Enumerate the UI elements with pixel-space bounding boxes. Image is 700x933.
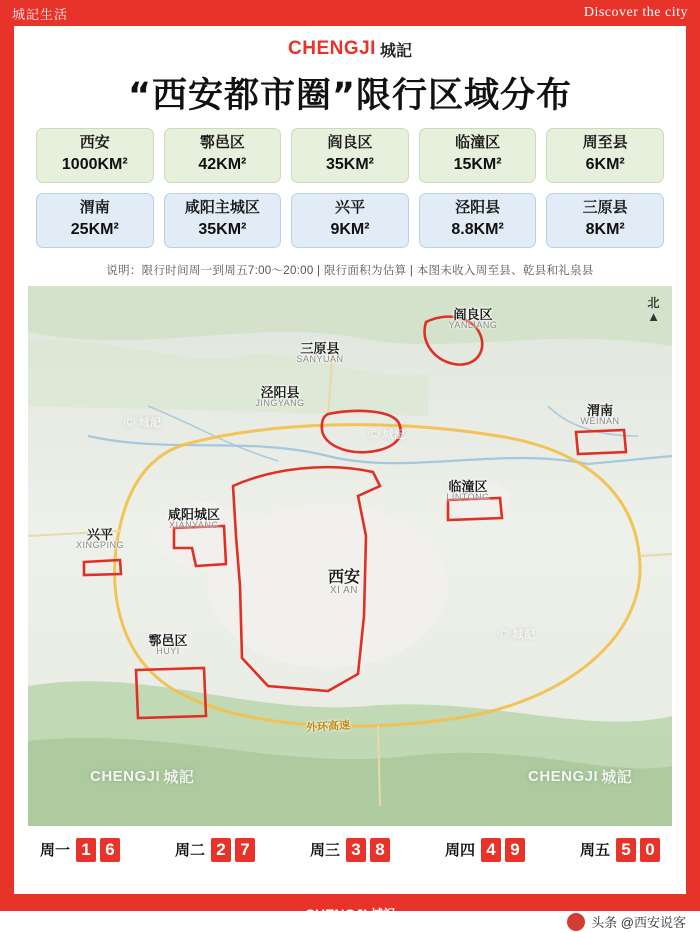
map-label-en: YANLIANG (448, 320, 498, 331)
day-number: 9 (505, 838, 525, 862)
map-watermark-logo (528, 766, 632, 787)
toutiao-credit-text: 头条 @西安说客 (591, 915, 686, 930)
chip-grid-row2 (14, 193, 686, 248)
day-number: 7 (235, 838, 255, 862)
map-label-en: LINTONG (446, 492, 490, 503)
area-chip-name: 渭南 (79, 198, 110, 216)
page-title: “西安都市圈”限行区域分布 (127, 76, 572, 116)
day-label: 周三 (309, 842, 340, 859)
watermark-latin: CHENGJI (528, 767, 599, 785)
day-item (445, 838, 525, 862)
day-label: 周五 (579, 842, 610, 859)
map-label-cn: 临潼区 (448, 478, 488, 494)
map-label-en: SANYUAN (296, 354, 344, 365)
area-chip (36, 193, 154, 248)
map-label-cn: 西安 (327, 568, 361, 586)
area-chip-value: 25KM² (70, 220, 119, 238)
brand-chinese: 城記 (379, 42, 412, 60)
watermark-c-icon: © (368, 425, 380, 443)
compass-arrow-icon: ▲ (647, 308, 660, 324)
day-number: 0 (640, 838, 660, 862)
day-restriction-strip (14, 826, 686, 868)
highway-label: 外环高速 (305, 718, 351, 735)
credit-strip (0, 911, 700, 933)
map-label-en: JINGYANG (255, 398, 305, 409)
compass-north-label: 北 (647, 295, 660, 310)
area-chip-value: 8KM² (585, 220, 625, 238)
brand-latin: CHENGJI (288, 38, 376, 59)
watermark-text: 城記 (601, 768, 633, 786)
map-label-en: XI AN (329, 585, 359, 597)
toutiao-credit (567, 912, 686, 931)
area-chip (546, 193, 664, 248)
day-label: 周四 (444, 842, 475, 859)
area-chip (546, 128, 664, 183)
area-chip-value: 35KM² (198, 220, 247, 238)
area-chip (291, 193, 409, 248)
area-chip-name: 西安 (79, 134, 110, 151)
note-text: 说明：限行时间周一到周五7:00～20:00 | 限行面积为估算 | 本图未收入周至县、乾县和礼泉县 (106, 264, 594, 277)
day-item (40, 838, 120, 862)
compass (647, 294, 660, 324)
top-bar (0, 0, 700, 26)
area-chip-name: 泾阳县 (455, 198, 501, 216)
map-label-en: HUYI (156, 646, 180, 657)
area-chip-name: 阎良区 (327, 134, 373, 151)
watermark-text: 城記 (138, 417, 162, 429)
day-numbers (616, 838, 660, 862)
map-label-cn: 咸阳城区 (167, 506, 221, 522)
brand-lockup (14, 26, 686, 64)
day-label: 周二 (174, 842, 205, 859)
day-item (310, 838, 390, 862)
area-chip-value: 9KM² (330, 220, 370, 238)
area-chip-name: 咸阳主城区 (184, 198, 260, 216)
watermark-text: 城記 (512, 629, 536, 641)
area-chip-name: 鄠邑区 (199, 134, 245, 151)
area-chip (291, 128, 409, 183)
day-numbers (211, 838, 255, 862)
map-watermark-logo (90, 766, 194, 787)
map-canvas[interactable] (28, 286, 672, 826)
map-label-cn: 渭南 (586, 402, 613, 418)
map-watermark (498, 626, 536, 643)
area-chip-value: 6KM² (585, 155, 625, 173)
avatar (567, 913, 585, 931)
day-label: 周一 (40, 842, 71, 859)
area-chip-value: 1000KM² (61, 155, 128, 173)
area-chip-name: 兴平 (334, 198, 365, 216)
day-numbers (346, 838, 390, 862)
map-label-cn: 泾阳县 (260, 384, 300, 400)
day-number: 3 (346, 838, 366, 862)
map-watermark (368, 426, 406, 443)
day-item (580, 838, 660, 862)
day-item (175, 838, 255, 862)
map-label-cn: 兴平 (86, 526, 114, 542)
area-chip (164, 193, 282, 248)
area-chip (419, 128, 537, 183)
watermark-c-icon: © (498, 625, 510, 643)
day-numbers (76, 838, 120, 862)
area-chip-value: 35KM² (325, 155, 374, 173)
content-card (14, 26, 686, 894)
top-bar-right-text: Discover the city (583, 5, 688, 20)
day-number: 8 (370, 838, 390, 862)
day-number: 2 (211, 838, 231, 862)
top-bar-left-text: 城記生活 (12, 6, 69, 22)
area-chip-name: 周至县 (582, 134, 628, 151)
day-number: 1 (76, 838, 96, 862)
day-number: 6 (100, 838, 120, 862)
area-chip-name: 三原县 (582, 198, 628, 216)
area-chip-value: 8.8KM² (451, 220, 504, 238)
area-chip (164, 128, 282, 183)
area-chip-value: 42KM² (198, 155, 247, 173)
area-chip (36, 128, 154, 183)
area-chip-name: 临潼区 (455, 134, 501, 151)
watermark-c-icon: © (124, 413, 136, 431)
area-chip-value: 15KM² (453, 155, 502, 173)
chip-grid-row1 (14, 128, 686, 183)
day-number: 4 (481, 838, 501, 862)
map-label-en: XIANYANG (169, 520, 219, 531)
watermark-latin: CHENGJI (90, 767, 161, 785)
map-label-cn: 鄠邑区 (148, 632, 188, 648)
map-label-en: WEINAN (580, 416, 620, 427)
map-label-en: XINGPING (75, 540, 125, 551)
map-watermark (124, 414, 162, 431)
map-label-cn: 阎良区 (453, 306, 493, 322)
day-number: 5 (616, 838, 636, 862)
map-graphic (28, 286, 672, 826)
watermark-text: 城記 (382, 429, 406, 441)
map-label-cn: 三原县 (300, 340, 340, 356)
area-chip (419, 193, 537, 248)
day-numbers (481, 838, 525, 862)
watermark-text: 城記 (163, 768, 195, 786)
